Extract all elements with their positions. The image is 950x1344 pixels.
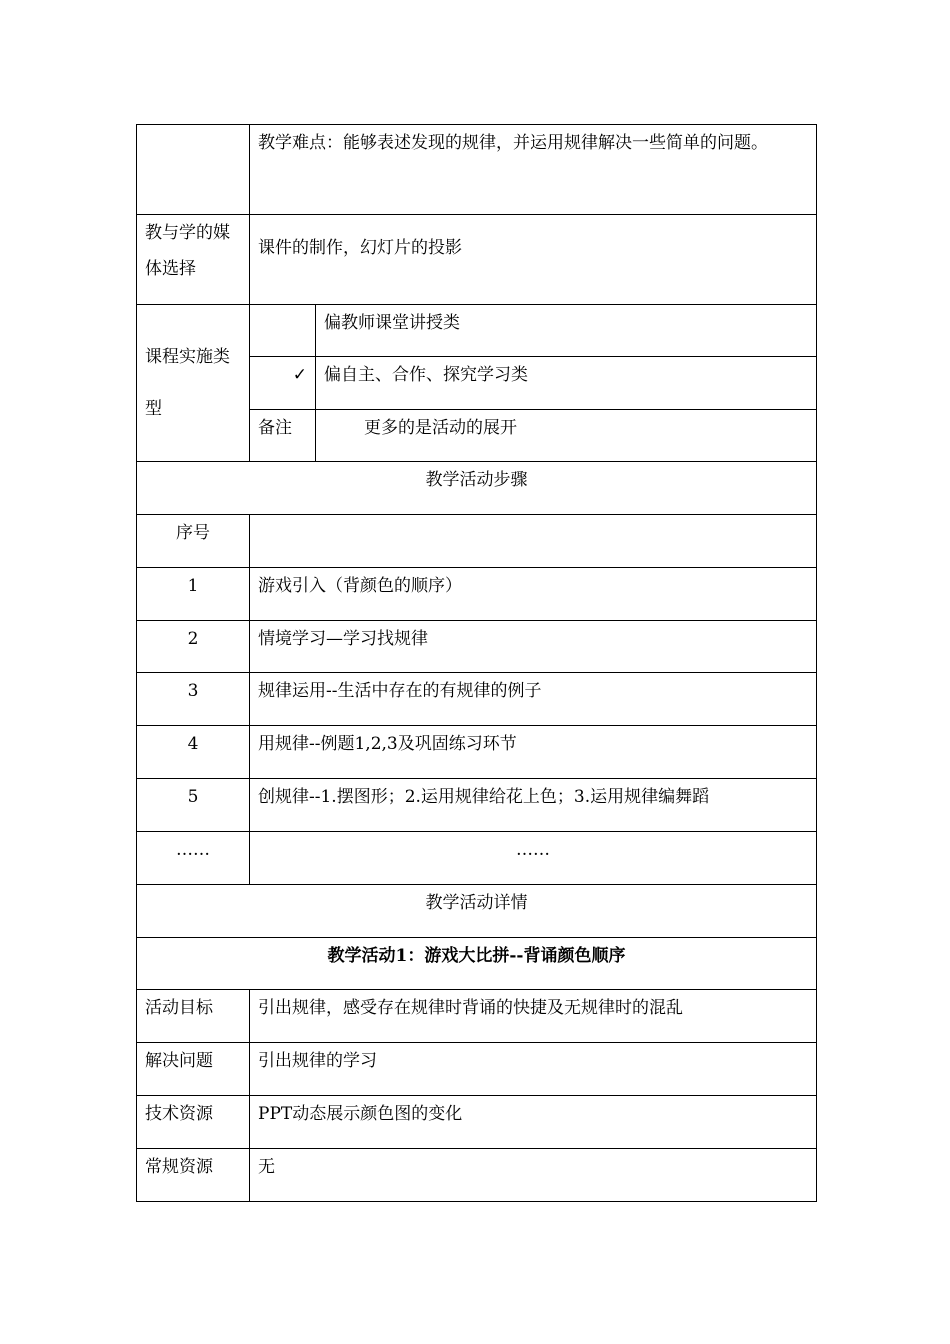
course-type-row-1 (137, 305, 817, 357)
course-type-mark-1 (250, 305, 316, 357)
media-row (137, 215, 817, 305)
detail-value: PPT动态展示颜色图的变化 (250, 1096, 817, 1149)
steps-header-index: 序号 (137, 515, 250, 568)
note-value: 更多的是活动的展开 (364, 418, 517, 438)
steps-header-content (250, 515, 817, 568)
step-index: 1 (137, 568, 250, 621)
course-type-label: 课程实施类型 (137, 305, 250, 462)
detail-value: 引出规律，感受存在规律时背诵的快捷及无规律时的混乱 (250, 990, 817, 1043)
note-value-cell (316, 410, 817, 462)
detail-label: 解决问题 (137, 1043, 250, 1096)
media-label: 教与学的媒体选择 (137, 215, 250, 305)
course-type-option-1: 偏教师课堂讲授类 (316, 305, 817, 357)
detail-value: 无 (250, 1149, 817, 1202)
step-row (137, 832, 817, 885)
course-type-mark-2 (250, 357, 316, 410)
difficulty-text: 教学难点：能够表述发现的规律，并运用规律解决一些简单的问题。 (250, 125, 817, 215)
step-index: …… (137, 832, 250, 885)
activity-title: 教学活动1：游戏大比拼--背诵颜色顺序 (137, 938, 817, 990)
difficulty-label-cell (137, 125, 250, 215)
detail-row (137, 1043, 817, 1096)
step-text: 游戏引入（背颜色的顺序） (250, 568, 817, 621)
step-text: …… (250, 832, 817, 885)
detail-row (137, 1149, 817, 1202)
details-title: 教学活动详情 (137, 885, 817, 938)
detail-row (137, 990, 817, 1043)
check-icon: ✓ (292, 365, 307, 385)
step-text: 用规律--例题1,2,3及巩固练习环节 (250, 726, 817, 779)
step-index: 2 (137, 621, 250, 673)
step-index: 4 (137, 726, 250, 779)
step-row (137, 673, 817, 726)
detail-label: 常规资源 (137, 1149, 250, 1202)
step-text: 情境学习—学习找规律 (250, 621, 817, 673)
step-text: 创规律--1.摆图形；2.运用规律给花上色；3.运用规律编舞蹈 (250, 779, 817, 832)
detail-label: 技术资源 (137, 1096, 250, 1149)
course-type-option-2: 偏自主、合作、探究学习类 (316, 357, 817, 410)
detail-value: 引出规律的学习 (250, 1043, 817, 1096)
detail-label: 活动目标 (137, 990, 250, 1043)
steps-title-row (137, 462, 817, 515)
activity-title-row (137, 938, 817, 990)
step-index: 3 (137, 673, 250, 726)
step-row (137, 621, 817, 673)
step-row (137, 726, 817, 779)
detail-row (137, 1096, 817, 1149)
step-text: 规律运用--生活中存在的有规律的例子 (250, 673, 817, 726)
step-index: 5 (137, 779, 250, 832)
media-value: 课件的制作，幻灯片的投影 (250, 215, 817, 305)
details-title-row (137, 885, 817, 938)
difficulty-row (137, 125, 817, 215)
step-row (137, 568, 817, 621)
steps-title: 教学活动步骤 (137, 462, 817, 515)
note-label: 备注 (250, 410, 316, 462)
steps-header-row (137, 515, 817, 568)
lesson-plan-table (136, 124, 817, 1202)
step-row (137, 779, 817, 832)
